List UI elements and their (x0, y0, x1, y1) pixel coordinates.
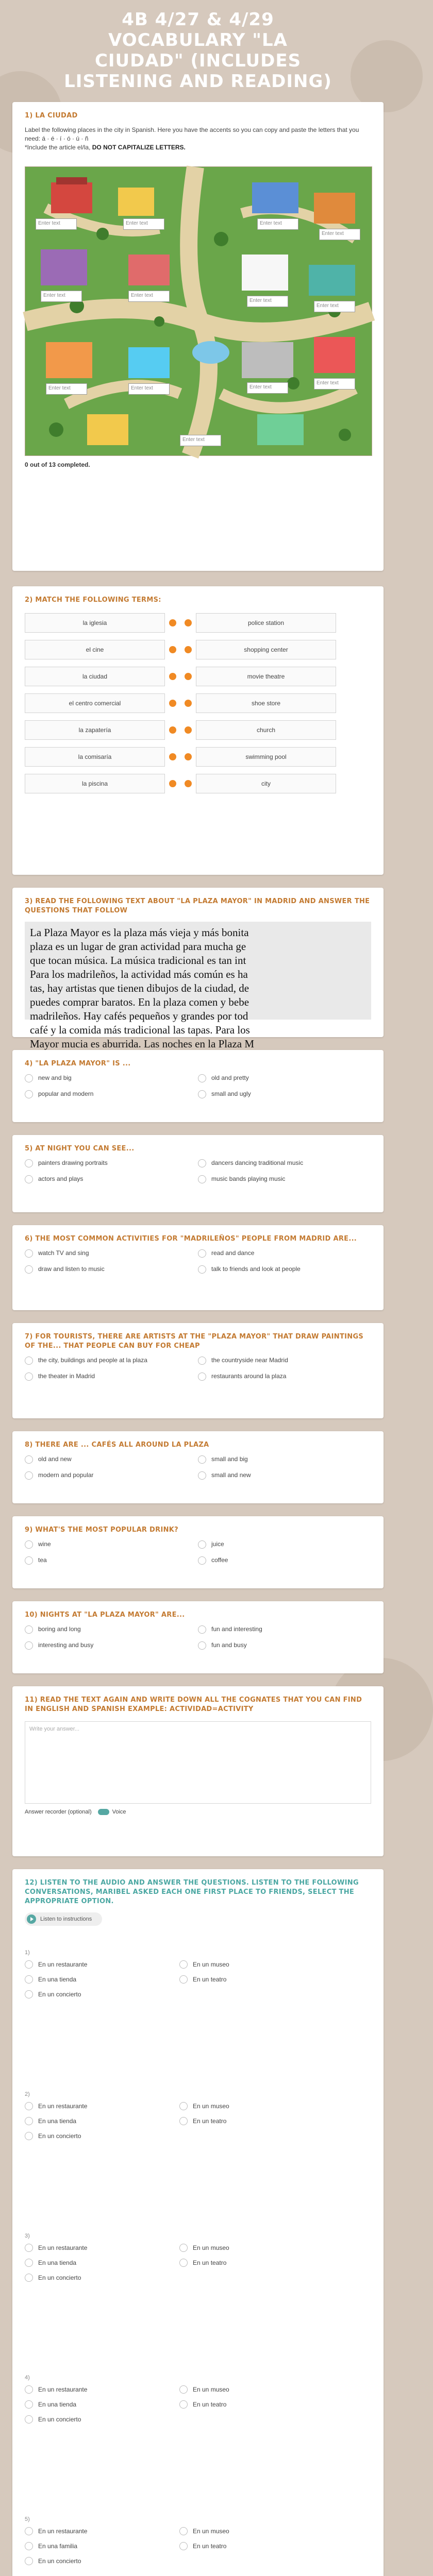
answer-option[interactable] (25, 2102, 179, 2110)
answer-option[interactable] (179, 2541, 334, 2550)
option-label: En un teatro (193, 2400, 227, 2408)
label-drop-field[interactable]: Enter text (46, 383, 87, 395)
answer-option[interactable] (198, 1159, 371, 1167)
radio-button[interactable] (25, 1357, 33, 1365)
answer-option[interactable] (25, 2527, 179, 2535)
option-label: old and pretty (211, 1074, 249, 1081)
voice-label: Voice (112, 1809, 126, 1815)
match-connector-dot[interactable] (169, 673, 176, 680)
match-term-right[interactable]: city (196, 774, 336, 793)
match-connector-dot[interactable] (169, 753, 176, 760)
option-label: En un restaurante (38, 2385, 88, 2393)
radio-button[interactable] (179, 2259, 188, 2267)
item-number: 2) (25, 2091, 30, 2097)
match-term-right[interactable]: church (196, 720, 336, 740)
answer-option[interactable] (25, 1090, 198, 1098)
radio-button[interactable] (25, 2385, 33, 2394)
radio-button[interactable] (25, 2132, 33, 2140)
match-row (25, 693, 371, 713)
match-term-left[interactable]: la iglesia (25, 613, 165, 633)
answer-option[interactable] (25, 2541, 179, 2550)
answer-option[interactable] (25, 1372, 198, 1381)
radio-button[interactable] (25, 1556, 33, 1565)
answer-option[interactable] (25, 2400, 179, 2409)
radio-button[interactable] (179, 1975, 188, 1984)
audio-instructions-button[interactable] (25, 1912, 102, 1926)
question-heading: 1) LA CIUDAD (25, 112, 78, 120)
match-row (25, 747, 371, 767)
question-card-11 (12, 1686, 384, 1856)
question-heading: 5) AT NIGHT YOU CAN SEE... (25, 1145, 135, 1153)
recorder-label: Answer recorder (optional) (25, 1809, 92, 1815)
option-label: music bands playing music (211, 1175, 286, 1182)
listening-item (12, 2230, 384, 2299)
option-label: actors and plays (38, 1175, 84, 1182)
radio-button[interactable] (198, 1625, 206, 1634)
answer-option[interactable] (25, 1641, 198, 1650)
answer-option[interactable] (198, 1641, 371, 1650)
answer-option[interactable] (25, 1356, 198, 1365)
match-term-left[interactable]: el centro comercial (25, 693, 165, 713)
match-row (25, 613, 371, 633)
answer-option[interactable] (179, 2102, 334, 2110)
option-label: small and new (211, 1471, 251, 1479)
radio-button[interactable] (25, 2102, 33, 2110)
radio-button[interactable] (198, 1265, 206, 1274)
radio-button[interactable] (179, 2385, 188, 2394)
match-term-right[interactable]: swimming pool (196, 747, 336, 767)
answer-option[interactable] (25, 2556, 179, 2565)
answer-option[interactable] (25, 1471, 198, 1480)
option-label: En un teatro (193, 2117, 227, 2125)
radio-button[interactable] (25, 2415, 33, 2424)
label-drop-field[interactable]: Enter text (41, 291, 82, 302)
options-grid (12, 1538, 384, 1580)
option-label: old and new (38, 1455, 72, 1463)
option-label: draw and listen to music (38, 1265, 105, 1273)
answer-option[interactable] (179, 2527, 334, 2535)
radio-button[interactable] (25, 1641, 33, 1650)
match-term-right[interactable]: movie theatre (196, 667, 336, 686)
option-label: coffee (211, 1556, 228, 1564)
option-label: the countryside near Madrid (211, 1357, 288, 1364)
option-label: En un museo (193, 2527, 229, 2535)
item-number: 4) (25, 2375, 30, 2381)
match-connector-dot[interactable] (185, 700, 192, 707)
option-label: interesting and busy (38, 1641, 94, 1649)
radio-button[interactable] (25, 2259, 33, 2267)
match-term-right[interactable]: police station (196, 613, 336, 633)
item-number: 3) (25, 2233, 30, 2239)
label-drop-field[interactable]: Enter text (128, 291, 170, 302)
question-card-4 (12, 1050, 384, 1122)
label-drop-field[interactable]: Enter text (319, 229, 360, 240)
option-label: watch TV and sing (38, 1249, 89, 1257)
question-card-5 (12, 1135, 384, 1212)
option-label: painters drawing portraits (38, 1159, 108, 1166)
option-label: modern and popular (38, 1471, 94, 1479)
answer-option[interactable] (25, 1975, 179, 1984)
match-term-right[interactable]: shopping center (196, 640, 336, 659)
answer-option[interactable] (198, 1175, 371, 1183)
option-label: restaurants around la plaza (211, 1372, 287, 1380)
radio-button[interactable] (198, 1471, 206, 1480)
match-connector-dot[interactable] (169, 700, 176, 707)
radio-button[interactable] (25, 2557, 33, 2565)
match-term-left[interactable]: el cine (25, 640, 165, 659)
answer-option[interactable] (25, 1175, 198, 1183)
question-heading: 6) THE MOST COMMON ACTIVITIES FOR "MADRILEÑOS" PEOPLE FROM MADRID ARE... (25, 1235, 357, 1243)
match-connector-dot[interactable] (185, 753, 192, 760)
option-label: En un concierto (38, 2274, 81, 2281)
match-term-left[interactable]: la zapatería (25, 720, 165, 740)
radio-button[interactable] (25, 2542, 33, 2550)
radio-button[interactable] (25, 1090, 33, 1098)
label-drop-field[interactable]: Enter text (123, 218, 164, 230)
answer-option[interactable] (179, 2385, 334, 2394)
answer-option[interactable] (179, 2400, 334, 2409)
option-label: En un restaurante (38, 2244, 88, 2251)
radio-button[interactable] (179, 2244, 188, 2252)
radio-button[interactable] (179, 2117, 188, 2125)
radio-button[interactable] (198, 1455, 206, 1464)
answer-option[interactable] (179, 2243, 334, 2252)
listening-item (12, 2513, 384, 2576)
worksheet-title: 4B 4/27 & 4/29 VOCABULARY "LA CIUDAD" (INCLUDES LISTENING AND READING) (64, 9, 332, 92)
reading-line: madrileños. Hay cafés pequeños y grandes por tod (30, 1010, 248, 1022)
option-label: En un museo (193, 1960, 229, 1968)
option-label: small and big (211, 1455, 248, 1463)
answer-option[interactable] (198, 1074, 371, 1082)
accent-letters: á · é · í · ó · ú · ñ (42, 135, 89, 142)
radio-button[interactable] (198, 1175, 206, 1183)
option-label: En un restaurante (38, 1960, 88, 1968)
match-term-right[interactable]: shoe store (196, 693, 336, 713)
radio-button[interactable] (198, 1074, 206, 1082)
answer-option[interactable] (198, 1090, 371, 1098)
answer-recorder (12, 1804, 384, 1824)
question-card-12 (12, 1869, 384, 2576)
question-heading: 4) "LA PLAZA MAYOR" IS ... (25, 1060, 131, 1067)
city-map (25, 166, 372, 456)
radio-button[interactable] (198, 1090, 206, 1098)
option-label: En un concierto (38, 1990, 81, 1998)
answer-option[interactable] (198, 1540, 371, 1549)
radio-button[interactable] (25, 1625, 33, 1634)
answer-option[interactable] (25, 1074, 198, 1082)
answer-option[interactable] (25, 2385, 179, 2394)
option-label: fun and interesting (211, 1625, 262, 1633)
radio-button[interactable] (179, 2527, 188, 2535)
question-card-9 (12, 1516, 384, 1588)
radio-button[interactable] (25, 1265, 33, 1274)
options-grid (12, 1157, 384, 1199)
item-number: 5) (25, 2516, 30, 2522)
match-connector-dot[interactable] (169, 726, 176, 734)
answer-option[interactable] (25, 1455, 198, 1464)
answer-textarea[interactable]: Write your answer... (25, 1721, 371, 1804)
answer-option[interactable] (198, 1471, 371, 1480)
answer-option[interactable] (25, 1159, 198, 1167)
question-heading: 9) WHAT'S THE MOST POPULAR DRINK? (25, 1526, 178, 1534)
listening-item (12, 2088, 384, 2158)
question-heading: 3) READ THE FOLLOWING TEXT ABOUT "LA PLAZA MAYOR" IN MADRID AND ANSWER THE QUESTIONS THAT FOLLOW (25, 897, 370, 914)
question-instructions (12, 124, 384, 161)
options-grid (12, 1247, 384, 1289)
answer-option[interactable] (25, 1990, 179, 1998)
note-text: *Include the article el/la, (25, 144, 91, 151)
answer-option[interactable] (25, 1625, 198, 1634)
match-row (25, 640, 371, 659)
radio-button[interactable] (25, 1975, 33, 1984)
option-label: fun and busy (211, 1641, 247, 1649)
match-connector-dot[interactable] (185, 673, 192, 680)
option-label: popular and modern (38, 1090, 94, 1097)
options-grid (12, 1354, 384, 1396)
question-heading: 11) READ THE TEXT AGAIN AND WRITE DOWN ALL THE COGNATES THAT YOU CAN FIND IN ENGLISH AND SPANISH EXAMPLE: ACTIVIDAD=ACTIVITY (25, 1696, 362, 1713)
answer-option[interactable] (25, 1265, 198, 1274)
answer-option[interactable] (25, 1540, 198, 1549)
question-card-6 (12, 1225, 384, 1310)
question-heading: 10) NIGHTS AT "LA PLAZA MAYOR" ARE... (25, 1611, 185, 1619)
question-heading: 8) THERE ARE ... CAFÉS ALL AROUND LA PLAZA (25, 1441, 209, 1449)
option-label: juice (211, 1540, 224, 1548)
instruction-text: Label the following places in the city in Spanish. Here you have the accents so you can copy and paste the letters that you need: (25, 126, 359, 142)
match-connector-dot[interactable] (185, 646, 192, 653)
radio-button[interactable] (198, 1357, 206, 1365)
answer-option[interactable] (25, 1960, 179, 1969)
option-label: wine (38, 1540, 51, 1548)
radio-button[interactable] (179, 2400, 188, 2409)
answer-option[interactable] (25, 2415, 179, 2424)
radio-button[interactable] (25, 1249, 33, 1258)
match-term-left[interactable]: la piscina (25, 774, 165, 793)
match-connector-dot[interactable] (169, 619, 176, 626)
reading-line: que tocan música. La música tradicional es tan int (30, 954, 246, 967)
matching-grid (12, 608, 384, 811)
option-label: dancers dancing traditional music (211, 1159, 304, 1166)
radio-button[interactable] (25, 1960, 33, 1969)
match-connector-dot[interactable] (185, 780, 192, 787)
radio-button[interactable] (198, 1159, 206, 1167)
audio-label: Listen to instructions (40, 1916, 92, 1922)
play-icon[interactable] (27, 1914, 36, 1924)
question-card-1 (12, 102, 384, 571)
background-dot (351, 40, 423, 112)
reading-line: Mayor mucia es aburrida. Las noches en la Plaza M (30, 1038, 255, 1050)
completion-score: 0 out of 13 completed. (25, 461, 90, 468)
options-grid (12, 1623, 384, 1665)
option-label: the city, buildings and people at la plaza (38, 1357, 147, 1364)
match-connector-dot[interactable] (169, 780, 176, 787)
option-label: En un museo (193, 2244, 229, 2251)
question-card-7 (12, 1323, 384, 1418)
answer-option[interactable] (25, 2273, 179, 2282)
radio-button[interactable] (25, 2400, 33, 2409)
label-drop-field[interactable]: Enter text (247, 296, 288, 307)
radio-button[interactable] (179, 1960, 188, 1969)
label-drop-field[interactable]: Enter text (314, 301, 355, 312)
option-label: tea (38, 1556, 47, 1564)
answer-option[interactable] (198, 1556, 371, 1565)
option-label: small and ugly (211, 1090, 251, 1097)
match-term-left[interactable]: la comisaría (25, 747, 165, 767)
reading-line: café y la comida más tradicional las tapas. Para los (30, 1024, 250, 1036)
listening-item (12, 2371, 384, 2441)
option-label: En un restaurante (38, 2527, 88, 2535)
radio-button[interactable] (198, 1641, 206, 1650)
label-drop-field[interactable]: Enter text (247, 382, 288, 394)
label-drop-field[interactable]: Enter text (180, 435, 221, 446)
match-connector-dot[interactable] (185, 619, 192, 626)
reading-line: puedes comprar baratos. En la plaza comen y bebe (30, 996, 249, 1008)
answer-option[interactable] (25, 2116, 179, 2125)
radio-button[interactable] (25, 2274, 33, 2282)
option-label: read and dance (211, 1249, 255, 1257)
option-label: En un museo (193, 2385, 229, 2393)
answer-option[interactable] (198, 1249, 371, 1258)
answer-option[interactable] (198, 1455, 371, 1464)
label-drop-field[interactable]: Enter text (314, 378, 355, 389)
reading-passage (25, 922, 371, 1050)
answer-option[interactable] (25, 2131, 179, 2140)
radio-button[interactable] (25, 2527, 33, 2535)
option-label: En un teatro (193, 2542, 227, 2550)
reading-line: tas, hay artistas que tienen dibujos de la ciudad, de (30, 982, 249, 994)
question-card-2 (12, 586, 384, 875)
radio-button[interactable] (25, 1540, 33, 1549)
option-label: En una tienda (38, 2400, 77, 2408)
option-label: En una tienda (38, 1975, 77, 1983)
radio-button[interactable] (25, 1455, 33, 1464)
options-grid (12, 1453, 384, 1495)
option-label: En una tienda (38, 2117, 77, 2125)
option-label: En una tienda (38, 2259, 77, 2266)
option-label: En un concierto (38, 2557, 81, 2565)
reading-line: La Plaza Mayor es la plaza más vieja y más bonita (30, 926, 249, 939)
answer-option[interactable] (198, 1625, 371, 1634)
answer-option[interactable] (25, 1556, 198, 1565)
option-label: boring and long (38, 1625, 81, 1633)
radio-button[interactable] (198, 1249, 206, 1258)
option-label: new and big (38, 1074, 72, 1081)
match-row (25, 720, 371, 740)
match-term-left[interactable]: la ciudad (25, 667, 165, 686)
answer-option[interactable] (198, 1356, 371, 1365)
radio-button[interactable] (25, 1074, 33, 1082)
option-label: En un teatro (193, 2259, 227, 2266)
answer-option[interactable] (179, 1960, 334, 1969)
option-label: En una familia (38, 2542, 78, 2550)
answer-option[interactable] (198, 1265, 371, 1274)
radio-button[interactable] (25, 1471, 33, 1480)
question-heading: 7) FOR TOURISTS, THERE ARE ARTISTS AT THE "PLAZA MAYOR" THAT DRAW PAINTINGS OF THE... THAT PEOPLE CAN BUY FOR CHEAP (25, 1333, 364, 1350)
option-label: En un museo (193, 2102, 229, 2110)
option-label: En un teatro (193, 1975, 227, 1983)
question-card-8 (12, 1431, 384, 1503)
answer-option[interactable] (198, 1372, 371, 1381)
radio-button[interactable] (25, 1159, 33, 1167)
voice-toggle[interactable] (98, 1809, 109, 1815)
reading-line: Para los madrileños, la actividad más común es ha (30, 968, 248, 980)
match-connector-dot[interactable] (185, 726, 192, 734)
radio-button[interactable] (25, 1990, 33, 1998)
match-connector-dot[interactable] (169, 646, 176, 653)
reading-line: plaza es un lugar de gran actividad para mucha ge (30, 940, 246, 953)
radio-button[interactable] (198, 1556, 206, 1565)
question-heading: 2) MATCH THE FOLLOWING TERMS: (25, 596, 161, 604)
label-drop-field[interactable]: Enter text (128, 383, 170, 395)
radio-button[interactable] (179, 2542, 188, 2550)
label-drop-field[interactable]: Enter text (257, 218, 298, 230)
match-row (25, 774, 371, 793)
radio-button[interactable] (179, 2102, 188, 2110)
radio-button[interactable] (25, 1175, 33, 1183)
option-label: En un restaurante (38, 2102, 88, 2110)
label-drop-field[interactable]: Enter text (36, 218, 77, 230)
question-heading: 12) LISTEN TO THE AUDIO AND ANSWER THE QUESTIONS. LISTEN TO THE FOLLOWING CONVERSATIONS, MARIBEL ASKED EACH ONE FIRST PLACE TO FRIENDS, SELECT THE APPROPRIATE OPTION. (25, 1879, 359, 1905)
radio-button[interactable] (25, 2117, 33, 2125)
question-card-10 (12, 1601, 384, 1673)
listening-item (12, 1946, 384, 2016)
option-label: En un concierto (38, 2415, 81, 2423)
radio-button[interactable] (25, 2244, 33, 2252)
answer-option[interactable] (25, 2258, 179, 2267)
answer-option[interactable] (25, 2243, 179, 2252)
item-number: 1) (25, 1950, 30, 1956)
radio-button[interactable] (198, 1372, 206, 1381)
option-label: the theater in Madrid (38, 1372, 95, 1380)
match-row (25, 667, 371, 686)
note-bold-text: DO NOT CAPITALIZE LETTERS. (92, 144, 186, 151)
answer-option[interactable] (25, 1249, 198, 1258)
answer-option[interactable] (179, 2258, 334, 2267)
radio-button[interactable] (25, 1372, 33, 1381)
answer-option[interactable] (179, 2116, 334, 2125)
answer-option[interactable] (179, 1975, 334, 1984)
option-label: En un concierto (38, 2132, 81, 2140)
option-label: talk to friends and look at people (211, 1265, 301, 1273)
question-card-3 (12, 888, 384, 1050)
options-grid (12, 1072, 384, 1114)
radio-button[interactable] (198, 1540, 206, 1549)
